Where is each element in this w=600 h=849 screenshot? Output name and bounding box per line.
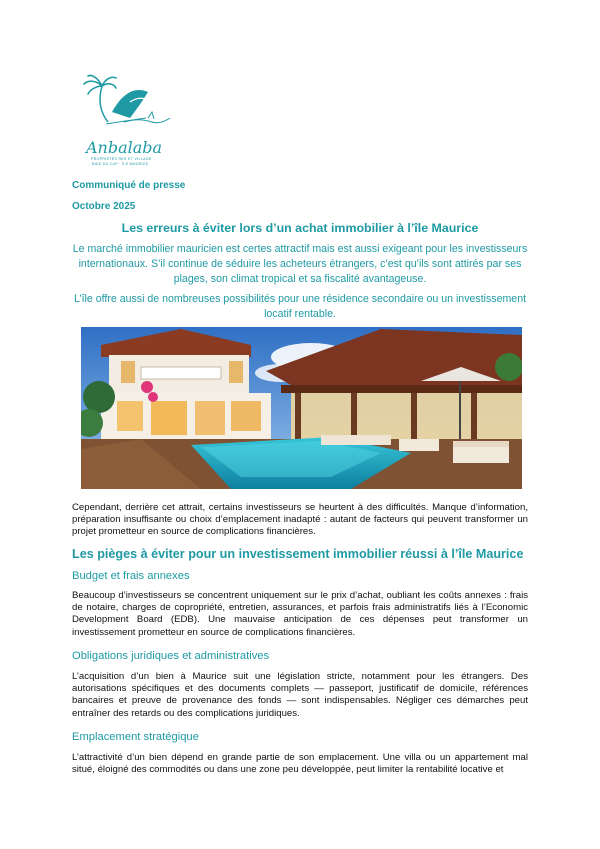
brand-tagline-2: BAIE DU CAP · ÎLE MAURICE: [92, 162, 149, 166]
villa-photo: [81, 327, 522, 489]
budget-paragraph: Beaucoup d’investisseurs se concentrent uniquement sur le prix d’achat, oubliant les coûts annexes : frais de notaire, charges de copropriété, entretien, assurances, et parfois frais administratifs liés à l’Economic Development Board (EDB). Une mauvaise anticipation de ces dépenses peut transformer un investissement prometteur en source de complications financières.: [72, 590, 528, 638]
brand-logo: [78, 72, 178, 172]
legal-paragraph: L’acquisition d’un bien à Maurice suit une législation stricte, notamment pour les étrangers. Des autorisations spécifiques et des documents complets — passeport, justificatif de domicile, références bancaires et preuve de provenance des fonds — sont indispensables. Négliger ces démarches peut entraîner des retards ou des complications juridiques.: [72, 671, 528, 719]
intro-paragraph-1: Le marché immobilier mauricien est certes attractif mais est aussi exigeant pour les investisseurs internationaux. S’il continue de séduire les acheteurs étrangers, c’est qu’ils sont attirés par ses plages, son climat tropical et sa fiscalité avantageuse.: [72, 243, 528, 285]
intro-paragraph-2: L’île offre aussi de nombreuses possibilités pour une résidence secondaire ou un investissement locatif rentable.: [73, 293, 527, 320]
location-paragraph: L’attractivité d’un bien dépend en grande partie de son emplacement. Une villa ou un appartement mal situé, éloigné des commodités ou dans une zone peu développée, peut limiter la rentabilité locative et: [72, 752, 528, 776]
subsection-title-legal: Obligations juridiques et administratives: [72, 650, 270, 662]
brand-name: Anbalaba: [86, 138, 163, 157]
section-title: Les pièges à éviter pour un investissement immobilier réussi à l’île Maurice: [72, 547, 524, 561]
brand-tagline-1: PROPRIÉTÉS RES ET VILLAGE: [91, 157, 152, 161]
palm-bay-logo-icon: [78, 72, 178, 142]
villa-pool-image: [81, 327, 522, 489]
page-title: Les erreurs à éviter lors d’un achat immobilier à l’île Maurice: [121, 221, 479, 235]
subsection-title-location: Emplacement stratégique: [72, 731, 199, 743]
release-date: Octobre 2025: [72, 201, 136, 212]
press-release-label: Communiqué de presse: [72, 180, 186, 191]
body-paragraph-1: Cependant, derrière cet attrait, certains investisseurs se heurtent à des difficultés. Manque d’information, préparation insuffisante ou choix d’emplacement inadapté : autant de facteurs qui peuvent transformer un projet prometteur en source de complications financières.: [72, 502, 528, 538]
subsection-title-budget: Budget et frais annexes: [72, 570, 190, 582]
